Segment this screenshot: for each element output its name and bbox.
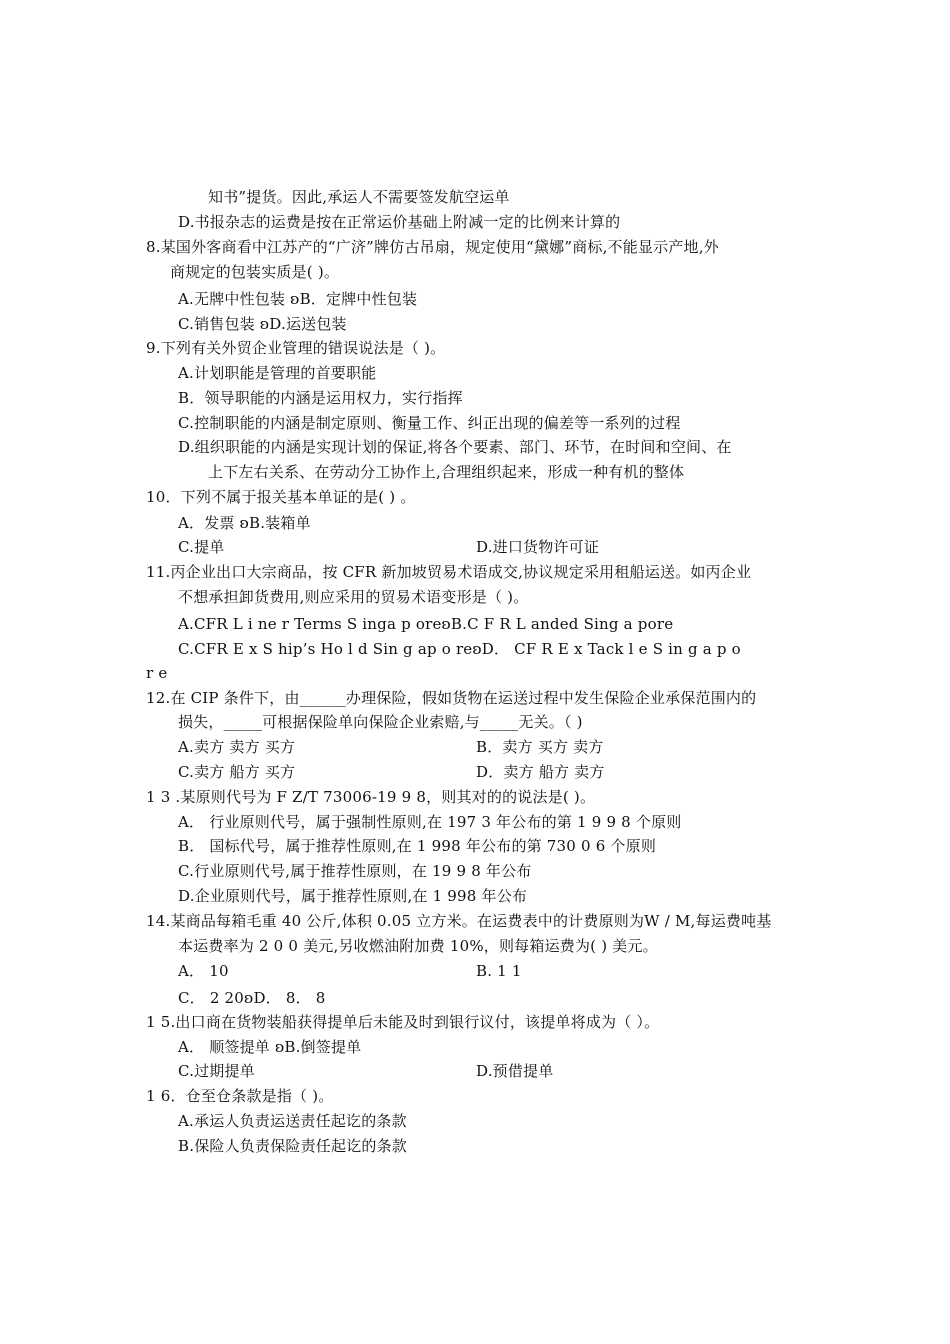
option-d: D.预借提单 [476, 1062, 554, 1080]
option-a: A． 行业原则代号，属于强制性原则,在 197 3 年公布的第 1 9 9 8 个原则 [178, 813, 682, 831]
question-12: 12.在 CIP 条件下，由______办理保险，假如货物在运送过程中发生保险企业承保范围内的 [146, 689, 757, 707]
options-c-d-continued: r e [146, 664, 168, 682]
option-b: B． 国标代号，属于推荐性原则,在 1 998 年公布的第 730 0 6 个原则 [178, 837, 657, 855]
option-d: D.进口货物许可证 [476, 538, 600, 556]
option-b: B．卖方 买方 卖方 [476, 738, 604, 756]
question-16: 1 6．仓至仓条款是指（ )。 [146, 1087, 334, 1105]
question-10: 10．下列不属于报关基本单证的是( ) 。 [146, 488, 416, 506]
option-b: B．领导职能的内涵是运用权力，实行指挥 [178, 389, 463, 407]
option-a: A.卖方 卖方 买方 [178, 738, 296, 756]
option-b: B. 1 1 [476, 962, 522, 980]
option-d-continued: 上下左右关系、在劳动分工协作上,合理组织起来，形成一种有机的整体 [208, 463, 685, 481]
options-c-d: C.销售包装 ʚD.运送包装 [178, 315, 347, 333]
text-line: 知书”提货。因此,承运人不需要签发航空运单 [208, 188, 510, 206]
option-d: D．卖方 船方 卖方 [476, 763, 605, 781]
option-c: C.行业原则代号,属于推荐性原则，在 19 9 8 年公布 [178, 862, 532, 880]
options-c-d: C． 2 20ʚD． 8． 8 [178, 989, 326, 1007]
option-a: A． 10 [178, 962, 229, 980]
option-d: D.组织职能的内涵是实现计划的保证,将各个要素、部门、环节，在时间和空间、在 [178, 438, 732, 456]
question-11: 11.丙企业出口大宗商品，按 CFR 新加坡贸易术语成交,协议规定采用租船运送。如丙企业 [146, 563, 752, 581]
options-a-b: A．发票 ʚB.装箱单 [178, 514, 311, 532]
options-a-b: A.无牌中性包装 ʚB．定牌中性包装 [178, 290, 418, 308]
options-c-d: C.CFR E x S hip’s Ho l d Sin g ap o reʚD． CF R E x Tack l e S in g a p o [178, 640, 741, 658]
question-14: 14.某商品每箱毛重 40 公斤,体积 0.05 立方米。在运费表中的计费原则为W / M,每运费吨基 [146, 912, 772, 930]
option-c: C.卖方 船方 买方 [178, 763, 296, 781]
question-8-continued: 商规定的包装实质是( )。 [170, 263, 340, 281]
question-15: 1 5.出口商在货物装船获得提单后未能及时到银行议付，该提单将成为（ ）。 [146, 1013, 660, 1031]
question-8: 8.某国外客商看中江苏产的“广济”牌仿古吊扇，规定使用“黛娜”商标,不能显示产地,外 [146, 238, 719, 256]
option-d: D.企业原则代号，属于推荐性原则,在 1 998 年公布 [178, 887, 528, 905]
option-c: C.过期提单 [178, 1062, 255, 1080]
question-11-continued: 不想承担卸货费用,则应采用的贸易术语变形是（ )。 [178, 588, 529, 606]
option-a: A.计划职能是管理的首要职能 [178, 364, 377, 382]
option-a: A.承运人负责运送责任起讫的条款 [178, 1112, 407, 1130]
question-12-continued: 损失，_____可根据保险单向保险企业索赔,与_____无关。（ ) [178, 713, 583, 731]
option-b: B.保险人负责保险责任起讫的条款 [178, 1137, 407, 1155]
question-14-continued: 本运费率为 2 0 0 美元,另收燃油附加费 10%，则每箱运费为( ) 美元。 [178, 937, 658, 955]
question-9: 9.下列有关外贸企业管理的错误说法是（ )。 [146, 339, 446, 357]
options-a-b: A． 顺签提单 ʚB.倒签提单 [178, 1038, 362, 1056]
option-c: C.控制职能的内涵是制定原则、衡量工作、纠正出现的偏差等一系列的过程 [178, 414, 681, 432]
option-c: C.提单 [178, 538, 225, 556]
options-a-b: A.CFR L i ne r Terms S inga p oreʚB.C F R L anded Sing a pore [178, 615, 674, 633]
question-13: 1 3 .某原则代号为 F Z/T 73006-19 9 8，则其对的的说法是( )。 [146, 788, 596, 806]
option-d: D.书报杂志的运费是按在正常运价基础上附减一定的比例来计算的 [178, 213, 621, 231]
